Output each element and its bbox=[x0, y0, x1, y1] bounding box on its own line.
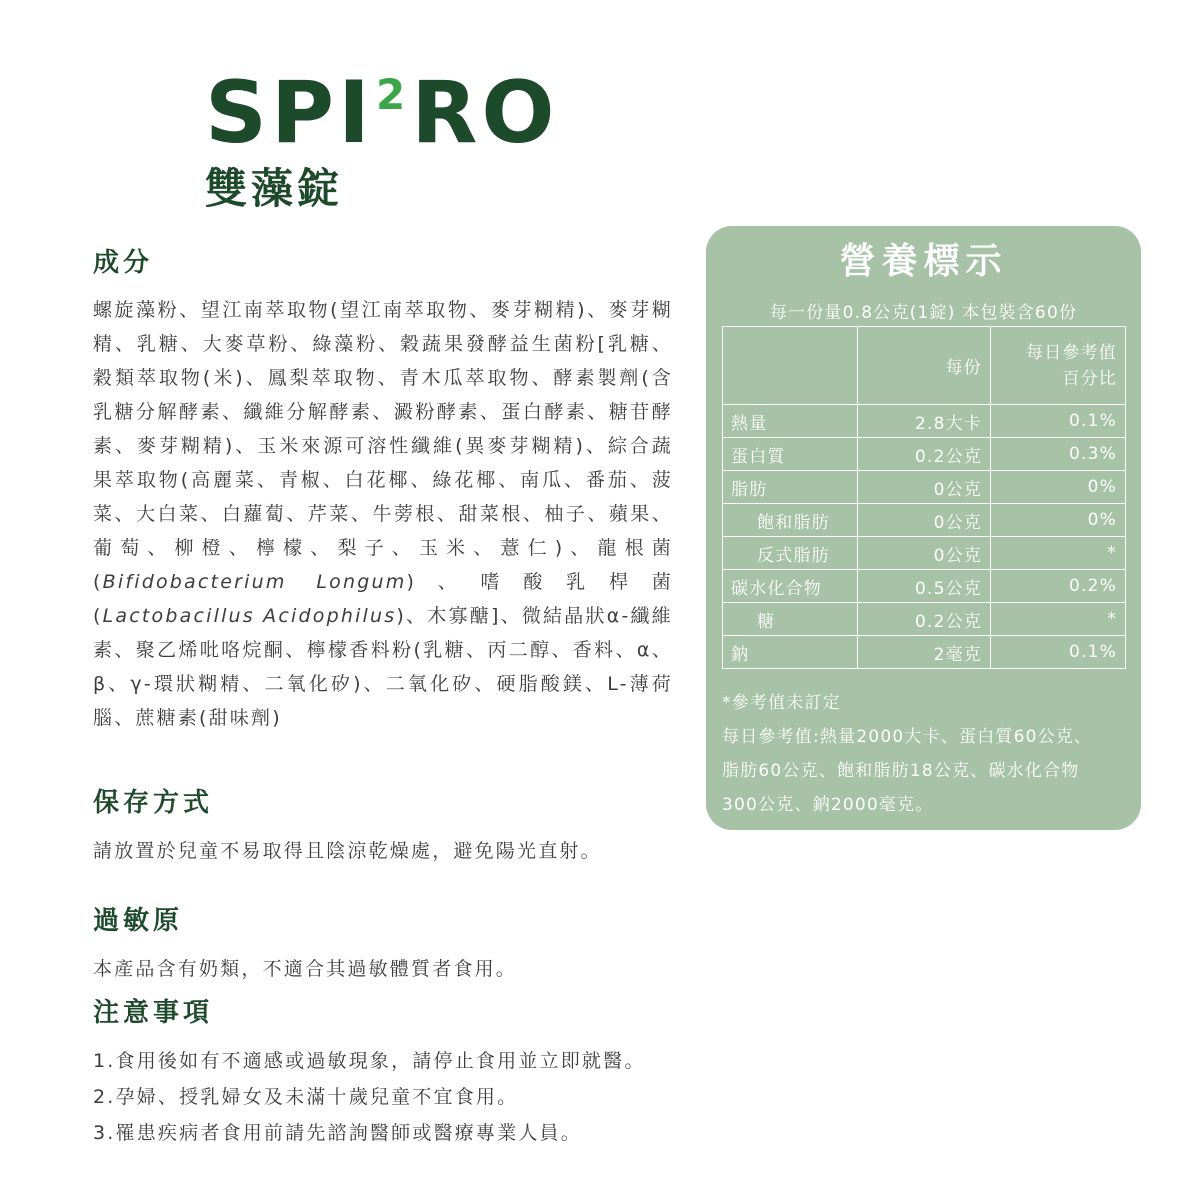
nutrition-table-header bbox=[723, 327, 1126, 405]
notes-item: 3.罹患疾病者食用前請先諮詢醫師或醫療專業人員。 bbox=[93, 1122, 582, 1145]
ingredients-section bbox=[93, 248, 673, 735]
nutrition-row bbox=[723, 471, 1126, 504]
notes-section bbox=[93, 998, 673, 1151]
storage-heading: 保存方式 bbox=[93, 788, 214, 818]
ingredients-heading: 成分 bbox=[93, 248, 154, 278]
nutrient-name: 脂肪 bbox=[723, 471, 858, 504]
brand-name-superscript: 2 bbox=[375, 70, 410, 119]
nutrient-per-serving: 2毫克 bbox=[858, 636, 991, 669]
storage-section bbox=[93, 788, 673, 869]
storage-text: 請放置於兒童不易取得且陰涼乾燥處，避免陽光直射。 bbox=[93, 840, 602, 863]
nutrition-row bbox=[723, 438, 1126, 471]
nutrition-reference-line: 脂肪60公克、飽和脂肪18公克、碳水化合物 bbox=[722, 761, 1080, 781]
nutrition-header-daily-line2: 百分比 bbox=[1062, 368, 1117, 389]
nutrient-daily-value: 0.3% bbox=[991, 438, 1126, 471]
nutrition-header-per-serving: 每份 bbox=[858, 327, 991, 405]
nutrition-panel bbox=[706, 226, 1141, 830]
nutrient-per-serving: 0.2公克 bbox=[858, 603, 991, 636]
nutrient-per-serving: 0公克 bbox=[858, 471, 991, 504]
nutrient-name: 飽和脂肪 bbox=[723, 504, 858, 537]
nutrition-header-blank bbox=[723, 327, 858, 405]
brand-subtitle: 雙藻錠 bbox=[205, 164, 344, 213]
nutrition-serving: 每一份量0.8公克(1錠) 本包裝含60份 bbox=[769, 303, 1078, 323]
nutrition-row bbox=[723, 504, 1126, 537]
nutrient-daily-value: 0% bbox=[991, 504, 1126, 537]
brand-name-part1: SPI bbox=[205, 63, 374, 163]
nutrient-name: 糖 bbox=[723, 603, 858, 636]
nutrient-daily-value: * bbox=[991, 603, 1126, 636]
nutrition-reference-line: 每日參考值:熱量2000大卡、蛋白質60公克、 bbox=[722, 727, 1093, 747]
allergen-section bbox=[93, 906, 673, 987]
nutrient-name: 蛋白質 bbox=[723, 438, 858, 471]
nutrient-daily-value: 0.2% bbox=[991, 570, 1126, 603]
nutrient-name: 碳水化合物 bbox=[723, 570, 858, 603]
allergen-heading: 過敏原 bbox=[93, 906, 184, 936]
nutrient-per-serving: 0.5公克 bbox=[858, 570, 991, 603]
nutrient-name: 熱量 bbox=[723, 405, 858, 438]
notes-item: 2.孕婦、授乳婦女及未滿十歲兒童不宜食用。 bbox=[93, 1086, 519, 1109]
ingredients-text-part1: 螺旋藻粉、望江南萃取物(望江南萃取物、麥芽糊精)、麥芽糊精、乳糖、大麥草粉、綠藻粉、穀蔬果發酵益生菌粉[乳糖、穀類萃取物(米)、鳳梨萃取物、青木瓜萃取物、酵素製劑(含乳糖分解酵素、纖維分解酵素、澱粉酵素、蛋白酵素、糖苷酵素、麥芽糊精)、玉米來源可溶性纖維(異麥芽糊精)、綜合蔬果萃取物(高麗菜、青椒、白花椰、綠花椰、南瓜、番茄、菠菜、大白菜、白蘿蔔、芹菜、牛蒡根、甜菜根、柚子、蘋果、葡萄、柳橙、檸檬、梨子、玉米、薏仁)、龍根菌( bbox=[93, 299, 673, 594]
nutrient-daily-value: 0.1% bbox=[991, 636, 1126, 669]
brand-logo bbox=[205, 63, 559, 213]
nutrient-daily-value: * bbox=[991, 537, 1126, 570]
nutrition-row bbox=[723, 405, 1126, 438]
nutrient-per-serving: 0.2公克 bbox=[858, 438, 991, 471]
ingredients-text-part3: )、木寡醣]、微結晶狀α-纖維素、聚乙烯吡咯烷酮、檸檬香料粉(乳糖、丙二醇、香料、α、β、γ-環狀糊精、二氧化矽)、二氧化矽、硬脂酸鎂、L-薄荷腦、蔗糖素(甜味劑) bbox=[93, 605, 673, 730]
nutrient-daily-value: 0.1% bbox=[991, 405, 1126, 438]
nutrition-header-daily-line1: 每日參考值 bbox=[1026, 342, 1117, 363]
nutrient-per-serving: 2.8大卡 bbox=[858, 405, 991, 438]
nutrition-title: 營養標示 bbox=[839, 241, 1008, 282]
nutrition-table bbox=[722, 326, 1126, 669]
nutrition-row bbox=[723, 603, 1126, 636]
nutrition-row bbox=[723, 537, 1126, 570]
nutrient-name: 反式脂肪 bbox=[723, 537, 858, 570]
nutrient-daily-value: 0% bbox=[991, 471, 1126, 504]
nutrition-footnotes bbox=[722, 686, 1132, 822]
nutrient-per-serving: 0公克 bbox=[858, 537, 991, 570]
notes-heading: 注意事項 bbox=[93, 998, 214, 1028]
brand-name-part2: RO bbox=[411, 63, 559, 163]
nutrient-name: 鈉 bbox=[723, 636, 858, 669]
nutrition-footnote: *參考值未訂定 bbox=[722, 693, 841, 713]
nutrition-reference-line: 300公克、鈉2000毫克。 bbox=[722, 795, 934, 815]
nutrition-header-daily bbox=[991, 327, 1126, 405]
nutrient-per-serving: 0公克 bbox=[858, 504, 991, 537]
nutrition-row bbox=[723, 570, 1126, 603]
nutrition-row bbox=[723, 636, 1126, 669]
ingredients-text-part2: )、嗜酸乳桿菌 ( bbox=[93, 571, 673, 628]
ingredients-text bbox=[93, 293, 673, 735]
ingredients-italic-lactobacillus: Lactobacillus Acidophilus bbox=[102, 605, 397, 628]
ingredients-italic-bifidobacterium: Bifidobacterium Longum bbox=[102, 571, 407, 594]
brand-wordmark bbox=[205, 63, 559, 163]
allergen-text: 本產品含有奶類，不適合其過敏體質者食用。 bbox=[93, 958, 518, 981]
notes-item: 1.食用後如有不適感或過敏現象，請停止食用並立即就醫。 bbox=[93, 1050, 646, 1073]
